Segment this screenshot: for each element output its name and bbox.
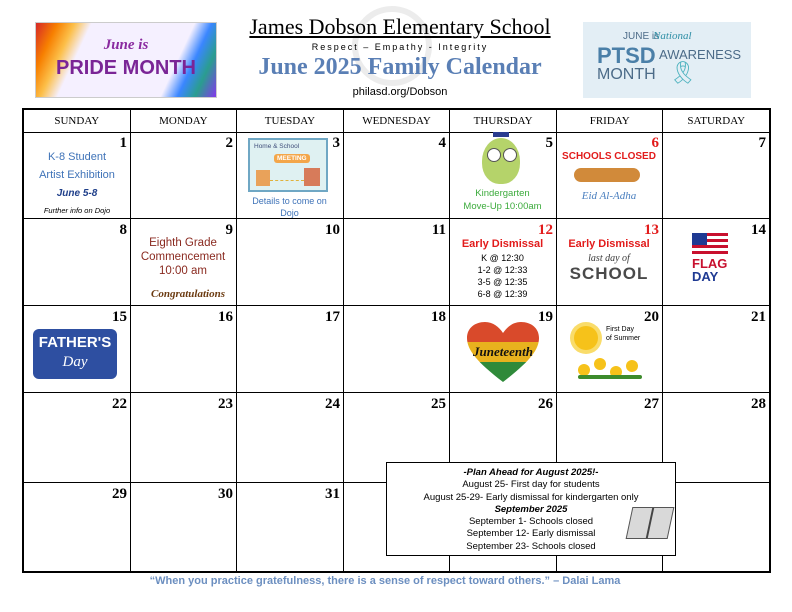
day-cell[interactable] (556, 132, 662, 218)
day-number: 17 (325, 309, 340, 325)
juneteenth-text: Juneteenth (473, 344, 533, 359)
day-cell[interactable] (24, 393, 130, 482)
day-cell[interactable] (236, 219, 343, 305)
day-number: 14 (751, 222, 766, 238)
flowers-icon (578, 358, 648, 380)
dismissal-time: K @ 12:30 (481, 253, 524, 263)
school-name: James Dobson Elementary School (249, 14, 551, 39)
plan-ahead-subheading: September 2025 (494, 503, 568, 515)
weekday-thursday: THURSDAY (450, 110, 557, 132)
calendar-title: June 2025 Family Calendar (258, 54, 542, 80)
day-cell[interactable] (236, 483, 343, 571)
event-text: Eighth Grade (149, 237, 217, 249)
day-cell[interactable] (662, 132, 769, 218)
day-cell[interactable] (236, 132, 343, 218)
event-text: Further info on Dojo (43, 206, 111, 215)
dismissal-time: 6-8 @ 12:39 (477, 289, 528, 299)
dismissal-time: 1-2 @ 12:33 (477, 265, 528, 275)
day-number: 24 (325, 396, 340, 412)
house-icon (256, 170, 270, 186)
weekday-sunday: SUNDAY (24, 110, 131, 132)
day-cell[interactable] (449, 132, 556, 218)
flag-day-image (692, 233, 728, 283)
plan-ahead-box (386, 462, 676, 556)
day-number: 16 (218, 309, 233, 325)
day-number: 22 (112, 396, 127, 412)
day-number: 13 (644, 222, 659, 238)
ptsd-awareness: AWARENESS (659, 47, 742, 62)
dismissal-time: 3-5 @ 12:35 (477, 277, 528, 287)
weekday-friday: FRIDAY (557, 110, 664, 132)
day-cell[interactable] (236, 306, 343, 392)
event-text: Dojo (280, 208, 299, 218)
day-number: 8 (119, 222, 127, 238)
sun-icon (574, 326, 598, 350)
day-number: 25 (431, 396, 446, 412)
day-number: 27 (644, 396, 659, 412)
sign-text: MEETING (274, 154, 310, 163)
flag-line2: DAY (692, 269, 719, 284)
day-cell[interactable] (662, 219, 769, 305)
path-line (270, 180, 304, 181)
school-url[interactable]: philasd.org/Dobson (352, 86, 448, 98)
fathers-line1: FATHER'S (38, 334, 112, 351)
pride-line2: PRIDE MONTH (56, 57, 196, 79)
plan-ahead-item: August 25- First day for students (462, 479, 600, 491)
event-text: K-8 Student (47, 151, 107, 163)
ptsd-awareness-banner (583, 22, 751, 98)
day-number: 23 (218, 396, 233, 412)
flag-line1: FLAG (692, 256, 728, 271)
day-cell[interactable] (130, 132, 236, 218)
school-icon (304, 168, 320, 186)
ptsd-month: MONTH (597, 66, 656, 83)
day-number: 15 (112, 309, 127, 325)
day-number: 30 (218, 486, 233, 502)
day-number: 2 (225, 135, 233, 151)
day-cell[interactable] (236, 393, 343, 482)
day-number: 26 (538, 396, 553, 412)
plan-ahead-item: August 25-29- Early dismissal for kindergarten only (423, 491, 639, 503)
ribbon-icon: 🎗 (669, 60, 697, 85)
day-number: 21 (751, 309, 766, 325)
day-number: 31 (325, 486, 340, 502)
planner-book-icon (626, 507, 675, 539)
congratulations-text: Congratulations (151, 288, 225, 300)
day-cell[interactable] (24, 483, 130, 571)
last-day-of-school-image (566, 253, 652, 297)
day-number: 12 (538, 222, 553, 238)
pride-line1: June is (103, 37, 149, 53)
day-cell[interactable] (130, 393, 236, 482)
event-text: Move-Up 10:00am (463, 201, 542, 212)
school-motto: Respect – Empathy - Integrity (311, 42, 489, 52)
day-cell[interactable] (130, 483, 236, 571)
day-number: 6 (651, 135, 659, 151)
day-cell[interactable] (24, 306, 130, 392)
weekday-monday: MONDAY (131, 110, 238, 132)
plan-ahead-item: September 23- Schools closed (466, 540, 596, 552)
summer-line1: First Day (606, 326, 634, 333)
lastday-line1: last day of (588, 253, 630, 264)
day-number: 28 (751, 396, 766, 412)
fathers-line2: Day (62, 354, 88, 370)
day-number: 3 (332, 135, 340, 151)
day-cell[interactable] (343, 306, 449, 392)
event-text: June 5-8 (56, 188, 98, 199)
event-text: Details to come on (252, 196, 327, 206)
event-text: 10:00 am (159, 265, 207, 277)
event-text: Commencement (140, 251, 226, 263)
ptsd-june: JUNE is (623, 31, 660, 42)
day-number: 11 (431, 222, 446, 238)
owl-graduate-icon (482, 138, 520, 184)
plan-ahead-item: September 1- Schools closed (468, 516, 594, 528)
us-flag-icon (692, 233, 728, 255)
weekday-saturday: SATURDAY (687, 115, 746, 127)
day-cell[interactable] (556, 219, 662, 305)
day-number: 9 (225, 222, 233, 238)
event-text: Artist Exhibition (39, 169, 115, 181)
event-text: SCHOOLS CLOSED (562, 151, 656, 162)
day-number: 19 (538, 309, 553, 325)
day-number: 20 (644, 309, 659, 325)
plan-ahead-heading: -Plan Ahead for August 2025!- (463, 467, 599, 478)
day-cell[interactable] (24, 219, 130, 305)
day-cell[interactable] (449, 306, 556, 392)
ptsd-word: PTSD (597, 43, 656, 68)
day-cell[interactable] (662, 306, 769, 392)
home-school-meeting-image (248, 138, 328, 192)
day-cell[interactable] (130, 306, 236, 392)
event-text: Kindergarten (475, 188, 530, 199)
day-cell[interactable] (343, 132, 449, 218)
eid-text: Eid Al-Adha (581, 190, 637, 202)
day-number: 29 (112, 486, 127, 502)
weekday-wednesday: WEDNESDAY (344, 110, 451, 132)
day-cell[interactable] (556, 306, 662, 392)
day-cell[interactable] (662, 393, 769, 482)
day-cell[interactable] (24, 132, 130, 218)
camel-icon (574, 168, 640, 182)
weekday-tuesday: TUESDAY (237, 110, 344, 132)
sign-text: Home & School (254, 143, 300, 150)
calendar-grid (22, 108, 771, 573)
day-cell[interactable] (449, 219, 556, 305)
day-number: 4 (438, 135, 446, 151)
footer-quote: “When you practice gratefulness, there is a sense of respect toward others.” – Dalai Lama (149, 575, 621, 587)
summer-line2: of Summer (606, 335, 641, 342)
lastday-line2: SCHOOL (569, 264, 649, 283)
day-cell[interactable] (130, 219, 236, 305)
day-number: 1 (119, 135, 127, 151)
ptsd-national: National (653, 30, 692, 42)
event-text: Early Dismissal (568, 238, 650, 250)
pride-month-banner (35, 22, 217, 98)
day-number: 5 (545, 135, 553, 151)
day-cell[interactable] (343, 219, 449, 305)
day-number: 7 (758, 135, 766, 151)
fathers-day-image (33, 329, 117, 379)
event-text: Early Dismissal (461, 238, 544, 250)
day-number: 18 (431, 309, 446, 325)
plan-ahead-item: September 12- Early dismissal (466, 528, 596, 540)
day-number: 10 (325, 222, 340, 238)
weekday-header (24, 110, 769, 133)
